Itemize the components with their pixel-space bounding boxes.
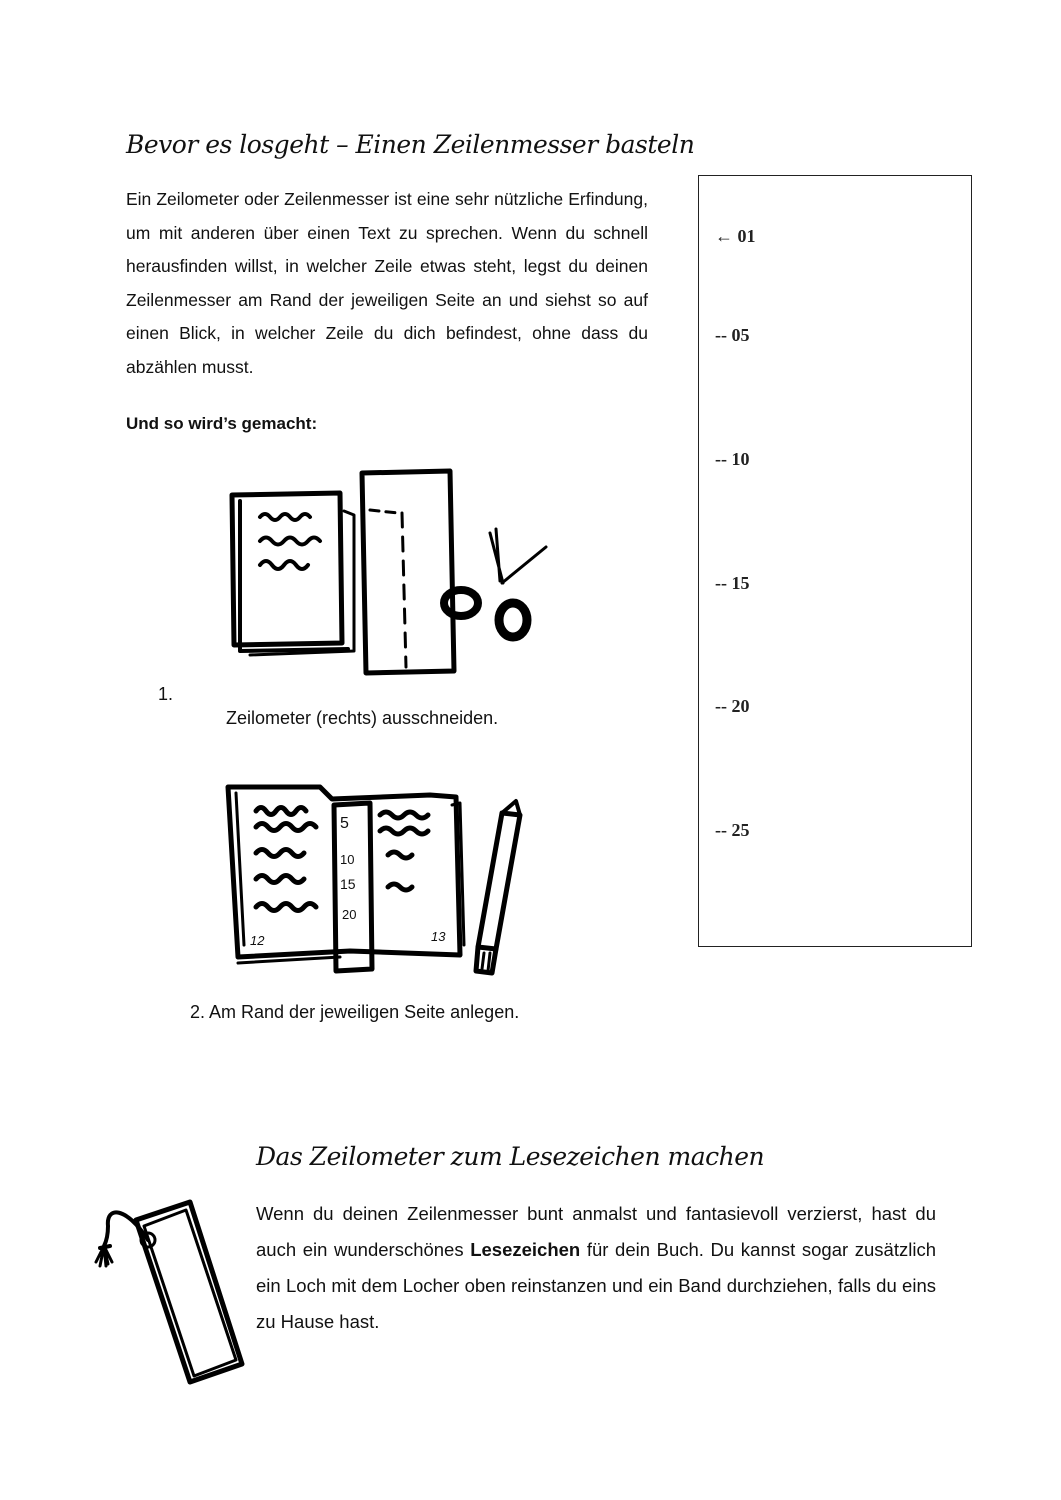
intro-paragraph: Ein Zeilometer oder Zeilenmesser ist eine sehr nützliche Erfindung, um mit anderen über einen Text zu sprechen. Wenn du schnell herausfinden willst, in welcher Zeile etwas steht, legst du deinen Zeilenmesser am Rand der jeweiligen Seite an und siehst so auf einen Blick, in welcher Zeile du dich befindest, ohne dass du abzählen musst. xyxy=(126,189,648,377)
cut-out-illustration xyxy=(220,455,560,690)
step1-number: 1. xyxy=(158,684,174,704)
ruler-tick: -- 20 xyxy=(715,696,750,716)
bookmark-text-start: Wenn du deinen Zeilenmesser bunt anmalst und fantasievoll verzierst, hast du auch ein wunderschönes xyxy=(256,1203,936,1260)
ruler-tick: ← 01 xyxy=(715,226,756,246)
bookmark-paragraph xyxy=(256,1196,936,1340)
step2-text: 2. Am Rand der jeweiligen Seite anlegen. xyxy=(190,1002,520,1022)
apply-illustration xyxy=(220,765,540,980)
bookmark-text-bold: Lesezeichen xyxy=(470,1239,581,1260)
ruler-tick: -- 10 xyxy=(715,449,750,469)
bookmark-text-end: für dein Buch. Du kannst sogar zusätzlich ein Loch mit dem Locher oben reinstanzen und ein Band durchziehen, falls du eins zu Hause hast. xyxy=(256,1239,936,1332)
section-title-zeilenmesser: Bevor es losgeht – Einen Zeilenmesser basteln xyxy=(126,130,695,159)
ruler-mark: 15 xyxy=(340,876,356,892)
ruler-tick: -- 05 xyxy=(715,325,750,345)
right-page-number: 13 xyxy=(431,929,446,944)
howto-heading: Und so wird’s gemacht: xyxy=(126,414,318,433)
ruler-mark: 20 xyxy=(342,907,357,922)
section-title-lesezeichen: Das Zeilometer zum Lesezeichen machen xyxy=(256,1142,765,1171)
ruler-tick: -- 25 xyxy=(715,820,750,840)
zeilometer-ruler xyxy=(698,175,972,947)
step1-text: Zeilometer (rechts) ausschneiden. xyxy=(226,708,499,728)
bookmark-illustration xyxy=(86,1196,256,1396)
ruler-tick: -- 15 xyxy=(715,573,750,593)
ruler-mark: 5 xyxy=(340,815,349,832)
ruler-mark: 10 xyxy=(340,852,355,867)
left-page-number: 12 xyxy=(250,933,265,948)
